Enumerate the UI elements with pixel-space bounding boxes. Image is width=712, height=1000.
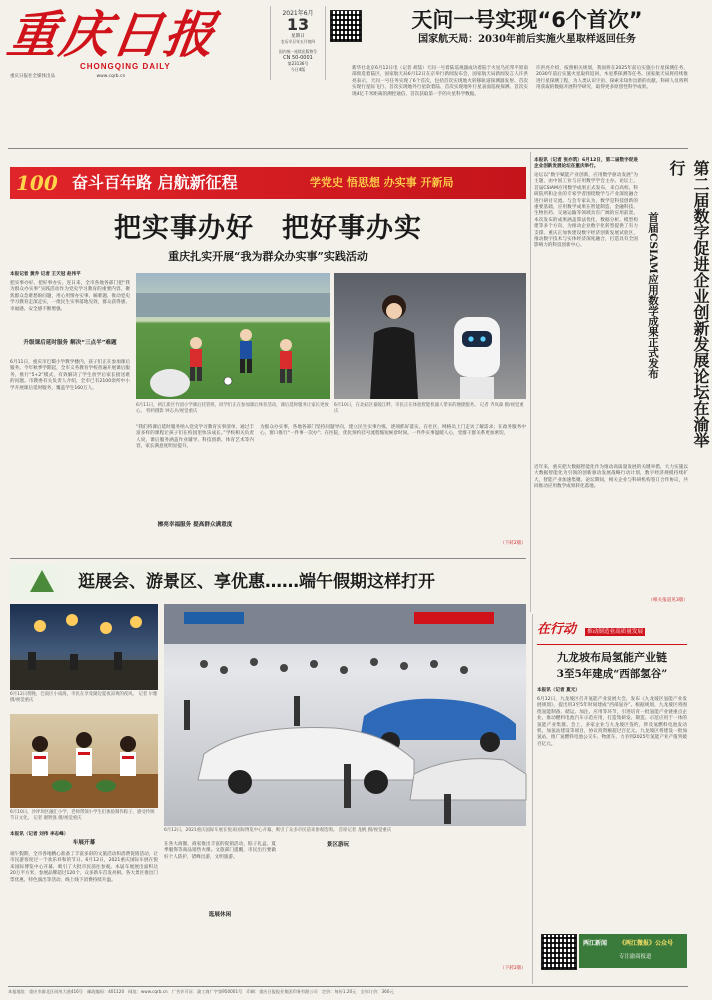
feature-section-3: 景区游玩 bbox=[326, 842, 350, 848]
promo-banner[interactable]: 两江新闻 《两江微报》公众号 专注渝商报道 bbox=[579, 934, 687, 968]
feature-byline: 本报讯（记者 刘伟 李志峰） bbox=[10, 832, 69, 837]
feature-section-2: 逛展休闲 bbox=[208, 912, 232, 918]
headline-body-2: 许洪亮介绍，按照相关规划，我国将在2025年前后实施小行星探测任务，2030年前后实施火星取样返回、木星系探测等任务。国家航天局将持续推进行星探测工程，为人类认识宇宙、探索未知作出新的贡献。科研人员将利用获取的数据开展科学研究，取得更多原创性科学成果。 bbox=[536, 66, 688, 91]
lead-photo-soccer bbox=[136, 273, 330, 399]
right-body-2: 近年来，重庆把大数据智能化作为推动高质量发展的关键举措，大力实施以大数据智能化为引领的创新驱动发展战略行动计划，数字经济规模持续扩大，智能产业加速集聚。论坛期间，相关企业与科研机构签订合作协议，共同推动应用数学成果转化落地。 bbox=[534, 465, 688, 490]
lead-section-1: 升级课后延时服务 解决“三点半”难题 bbox=[23, 340, 117, 346]
lead-section-2: 擦亮幸福服务 提高群众满意度 bbox=[157, 522, 233, 528]
right-title[interactable]: 第二届数字促进企业创新发展论坛在渝举行 bbox=[667, 160, 710, 448]
headline-subtitle: 国家航天局：2030年前后实施火星取样返回任务 bbox=[418, 34, 636, 45]
right-body: 论坛以“数字赋能产业创新，应用数学驱动发展”为主题，由中国工业与应用数学学会主办。论坛上，首届CSIAM应用数学成果正式发布，来自高校、科研院所和企业的专家学者围绕数学与产业深度融合进行研讨交流。与会专家认为，数学是科技创新的重要基础，应用数学成果在智能制造、金融科技、生物医药、交通运输等领域具有广阔的应用前景。本次发布的成果涵盖算法优化、数据分析、模型构建等多个方向，为推动企业数字化转型提供了有力支撑。重庆正加快建设数字经济创新发展试验区，推动数字技术与实体经济深度融合，打造具有全国影响力的科技创新中心。 bbox=[534, 173, 638, 249]
feature-photo-autoshow bbox=[164, 604, 526, 826]
lead-story-subtitle: 重庆扎实开展“我为群众办实事”实践活动 bbox=[168, 250, 368, 263]
date-weekday: 星期日 bbox=[291, 34, 305, 39]
right-more-link[interactable]: （相关报道见3版） bbox=[648, 598, 688, 603]
feature-body: 端午假期，全市各地精心准备了丰富多彩的文旅活动和消费促销活动，让市民游客度过一个欢乐祥和的节日。6月12日，2021重庆国际车展在悦来国际博览中心开幕，吸引了大批市民前往参观。本届车展展出面积达20万平方米，参展品牌超过120个，众多新车首发亮相。各大景区推出门票优惠、特色演出等活动，线上线下消费持续升温。 bbox=[10, 852, 158, 883]
lead-photo1-caption: 6月11日，两江新区竹园小学课后托管班，同学们正在参加课后体育活动，课后延时服务让家长更放心。 特约摄影 钟志兵/视觉重庆 bbox=[136, 403, 329, 414]
date-day: 13 bbox=[286, 15, 310, 34]
masthead-title-en: CHONGQING DAILY bbox=[80, 62, 171, 71]
feature-section-1: 车展开幕 bbox=[72, 840, 96, 846]
footer-info: 本报地址：重庆市渝北区同茂大道416号 邮政编码：401120 网址：www.cqrb.cn 广告许可证：渝工商广字第950001号 印刷：重庆日报报业集团印务有限公司 定价：每份1.20元 全年订价：360元 bbox=[8, 989, 394, 994]
headline-title[interactable]: 天问一号实现“6个首次” bbox=[411, 8, 643, 32]
feature-title[interactable]: 逛展会、游景区、享优惠……端午假期这样打开 bbox=[10, 564, 526, 600]
action-title[interactable]: 九龙坡布局氢能产业链 bbox=[557, 651, 667, 664]
qr-code-icon bbox=[541, 934, 577, 970]
lead-photo2-caption: 6月10日，在北碚区嘉陵江畔，市民正在体验智能机器人带来的便捷服务。 记者 齐岚森 摄/视觉重庆 bbox=[334, 403, 524, 414]
qr-code-icon bbox=[330, 10, 362, 42]
date-year-month: 2021年6月 bbox=[282, 10, 314, 17]
date-lunar: 农历辛丑年五月初四 bbox=[280, 39, 316, 44]
lead-body-c: “我们将课后延时服务纳入党史学习教育实事清单，通过丰富多样的课程让孩子们在校园里快乐成长。”学校相关负责人说，课后服务涵盖作业辅导、科技创新、体育艺术等内容，家长满意度明显提升。 bbox=[136, 425, 254, 450]
feature-photo-lanterns bbox=[10, 604, 158, 690]
issue-note: 今日4版 bbox=[290, 67, 306, 72]
lead-story-title[interactable]: 把实事办好 把好事办实 bbox=[114, 213, 422, 244]
feature-body-2: 在各大商圈，商家推出丰富的促销活动，粽子礼盒、夏季服饰等商品销售火爆。文旅部门提醒，市民出行要做好个人防护，错峰出游，文明旅游。 bbox=[164, 842, 276, 860]
action-box bbox=[532, 614, 688, 984]
feature-more-link[interactable]: （下转2版） bbox=[500, 966, 526, 971]
masthead-website[interactable]: www.cqrb.cn bbox=[96, 74, 126, 79]
lead-body-b: 6月11日，重庆市巴蜀小学教学楼内，孩子们正在参加课后服务。今年秋季学期起，全市义务教育学校普遍开展课后服务，推行“5+2”模式，有效解决了学生放学后家长接送难的问题。市教委有关负责人介绍，全市已有2100余所中小学开展课后延时服务，覆盖学生160万人。 bbox=[10, 360, 130, 391]
issue-number: 第23136号 bbox=[287, 61, 309, 66]
banner-tags: 学党史 悟思想 办实事 开新局 bbox=[310, 176, 454, 189]
headline-body: 新华社北京6月12日电（记者 胡喆）天问一号着陆巡视器成功着陆于火星乌托邦平原南部预选着陆区，国家航天局6月12日在京举行新闻发布会，国家航天局新闻发言人许洪亮表示，天问一号任务实现了6个首次，包括首次实现地火转移轨道探测器发射、首次实现行星际飞行、首次实现地外行星软着陆、首次实现地外行星表面巡视探测、首次实现4亿千米距离的测控通信、首次获取第一手的火星科学数据。 bbox=[352, 66, 528, 97]
action-byline: 本报讯（记者 夏元） bbox=[537, 688, 580, 693]
right-subtitle: 首届CSIAM应用数学成果正式发布 bbox=[647, 212, 659, 379]
right-byline: 本报讯（记者 张亦筑）6月12日，第二届数字促进企业创新发展论坛在重庆举行。 bbox=[534, 158, 638, 170]
top-headline bbox=[366, 8, 688, 64]
action-subtitle: 3至5年建成“西部氢谷” bbox=[556, 668, 668, 680]
lead-body-d: 为群众办实事，各地各部门坚持问题导向，建立民生实事台账，逐项抓好落实。在社区，网格员上门走访了解需求；在政务服务中心，窗口推行“一件事一次办”；在医院，优化预约挂号流程缩短候诊时间。一件件实事温暖人心，党群干群关系更加密切。 bbox=[260, 425, 526, 437]
masthead-logo: 重庆日报 bbox=[3, 5, 221, 64]
feature-photo2-caption: 6月10日，沙坪坝区融汇小学，老师带领小学生们体验制作粽子，感受传统节日文化。 记者 谢智强 摄/视觉重庆 bbox=[10, 810, 155, 821]
banner-main: 奋斗百年路 启航新征程 bbox=[72, 173, 238, 192]
campaign-banner bbox=[10, 167, 526, 199]
zongzi-icon bbox=[30, 570, 54, 592]
action-body: 6月12日，九龙坡区召开氢能产业发展大会，发布《九龙坡区氢能产业发展规划》，提出用3至5年时间建成“西部氢谷”。根据规划，九龙坡区将围绕氢能制备、储运、加注、应用等环节，引进培育一批氢能产业链重点企业，推动燃料电池汽车示范应用，打造集研发、制造、示范应用于一体的氢能产业集群。会上，多家企业与九龙坡区签约，涉及氢燃料电池发动机、加氢站建设等项目，协议投资额超过百亿元。九龙坡区将建设一批加氢站，推广氢燃料电池公交车、物流车，力争到2025年氢能产业产值突破百亿元。 bbox=[537, 697, 687, 747]
issn-label: 国内统一连续出版物号 bbox=[279, 49, 317, 54]
lead-more-link[interactable]: （下转2版） bbox=[500, 541, 526, 546]
feature-photo3-caption: 6月12日，2021重庆国际车展在悦来国际博览中心开幕，吸引了众多市民前来参观选购。 首席记者 龙帆 摄/视觉重庆 bbox=[164, 828, 392, 833]
feature-photo-children bbox=[10, 714, 158, 808]
lead-body-a: 把实事办好、把好事办实。连日来，全市各地各部门把“我为群众办实事”实践活动作为党史学习教育的重要内容，聚焦群众急难愁盼问题，用心用情办实事、解难题，推动党史学习教育走深走实，一批民生实事落地见效，群众获得感、幸福感、安全感不断增强。 bbox=[10, 281, 130, 312]
lead-photo-robot bbox=[334, 273, 526, 399]
action-badge: 在行动 推动制造业高质量发展 bbox=[537, 618, 687, 645]
party-emblem-icon: 100 bbox=[16, 171, 58, 195]
lead-byline: 本报记者 黄乔 记者 王天冠 赵伟平 bbox=[10, 272, 81, 277]
issn-number: CN 50-0001 bbox=[283, 55, 313, 61]
date-box bbox=[270, 6, 326, 80]
feature-photo1-caption: 6月12日傍晚，巴南区小南海，市民在享受湖边夏夜凉爽的夜风。 记者 尔雅 摄/视觉重庆 bbox=[10, 692, 158, 703]
masthead-slogan: 重庆日报社全媒体出品 bbox=[10, 74, 55, 79]
masthead bbox=[3, 5, 363, 80]
